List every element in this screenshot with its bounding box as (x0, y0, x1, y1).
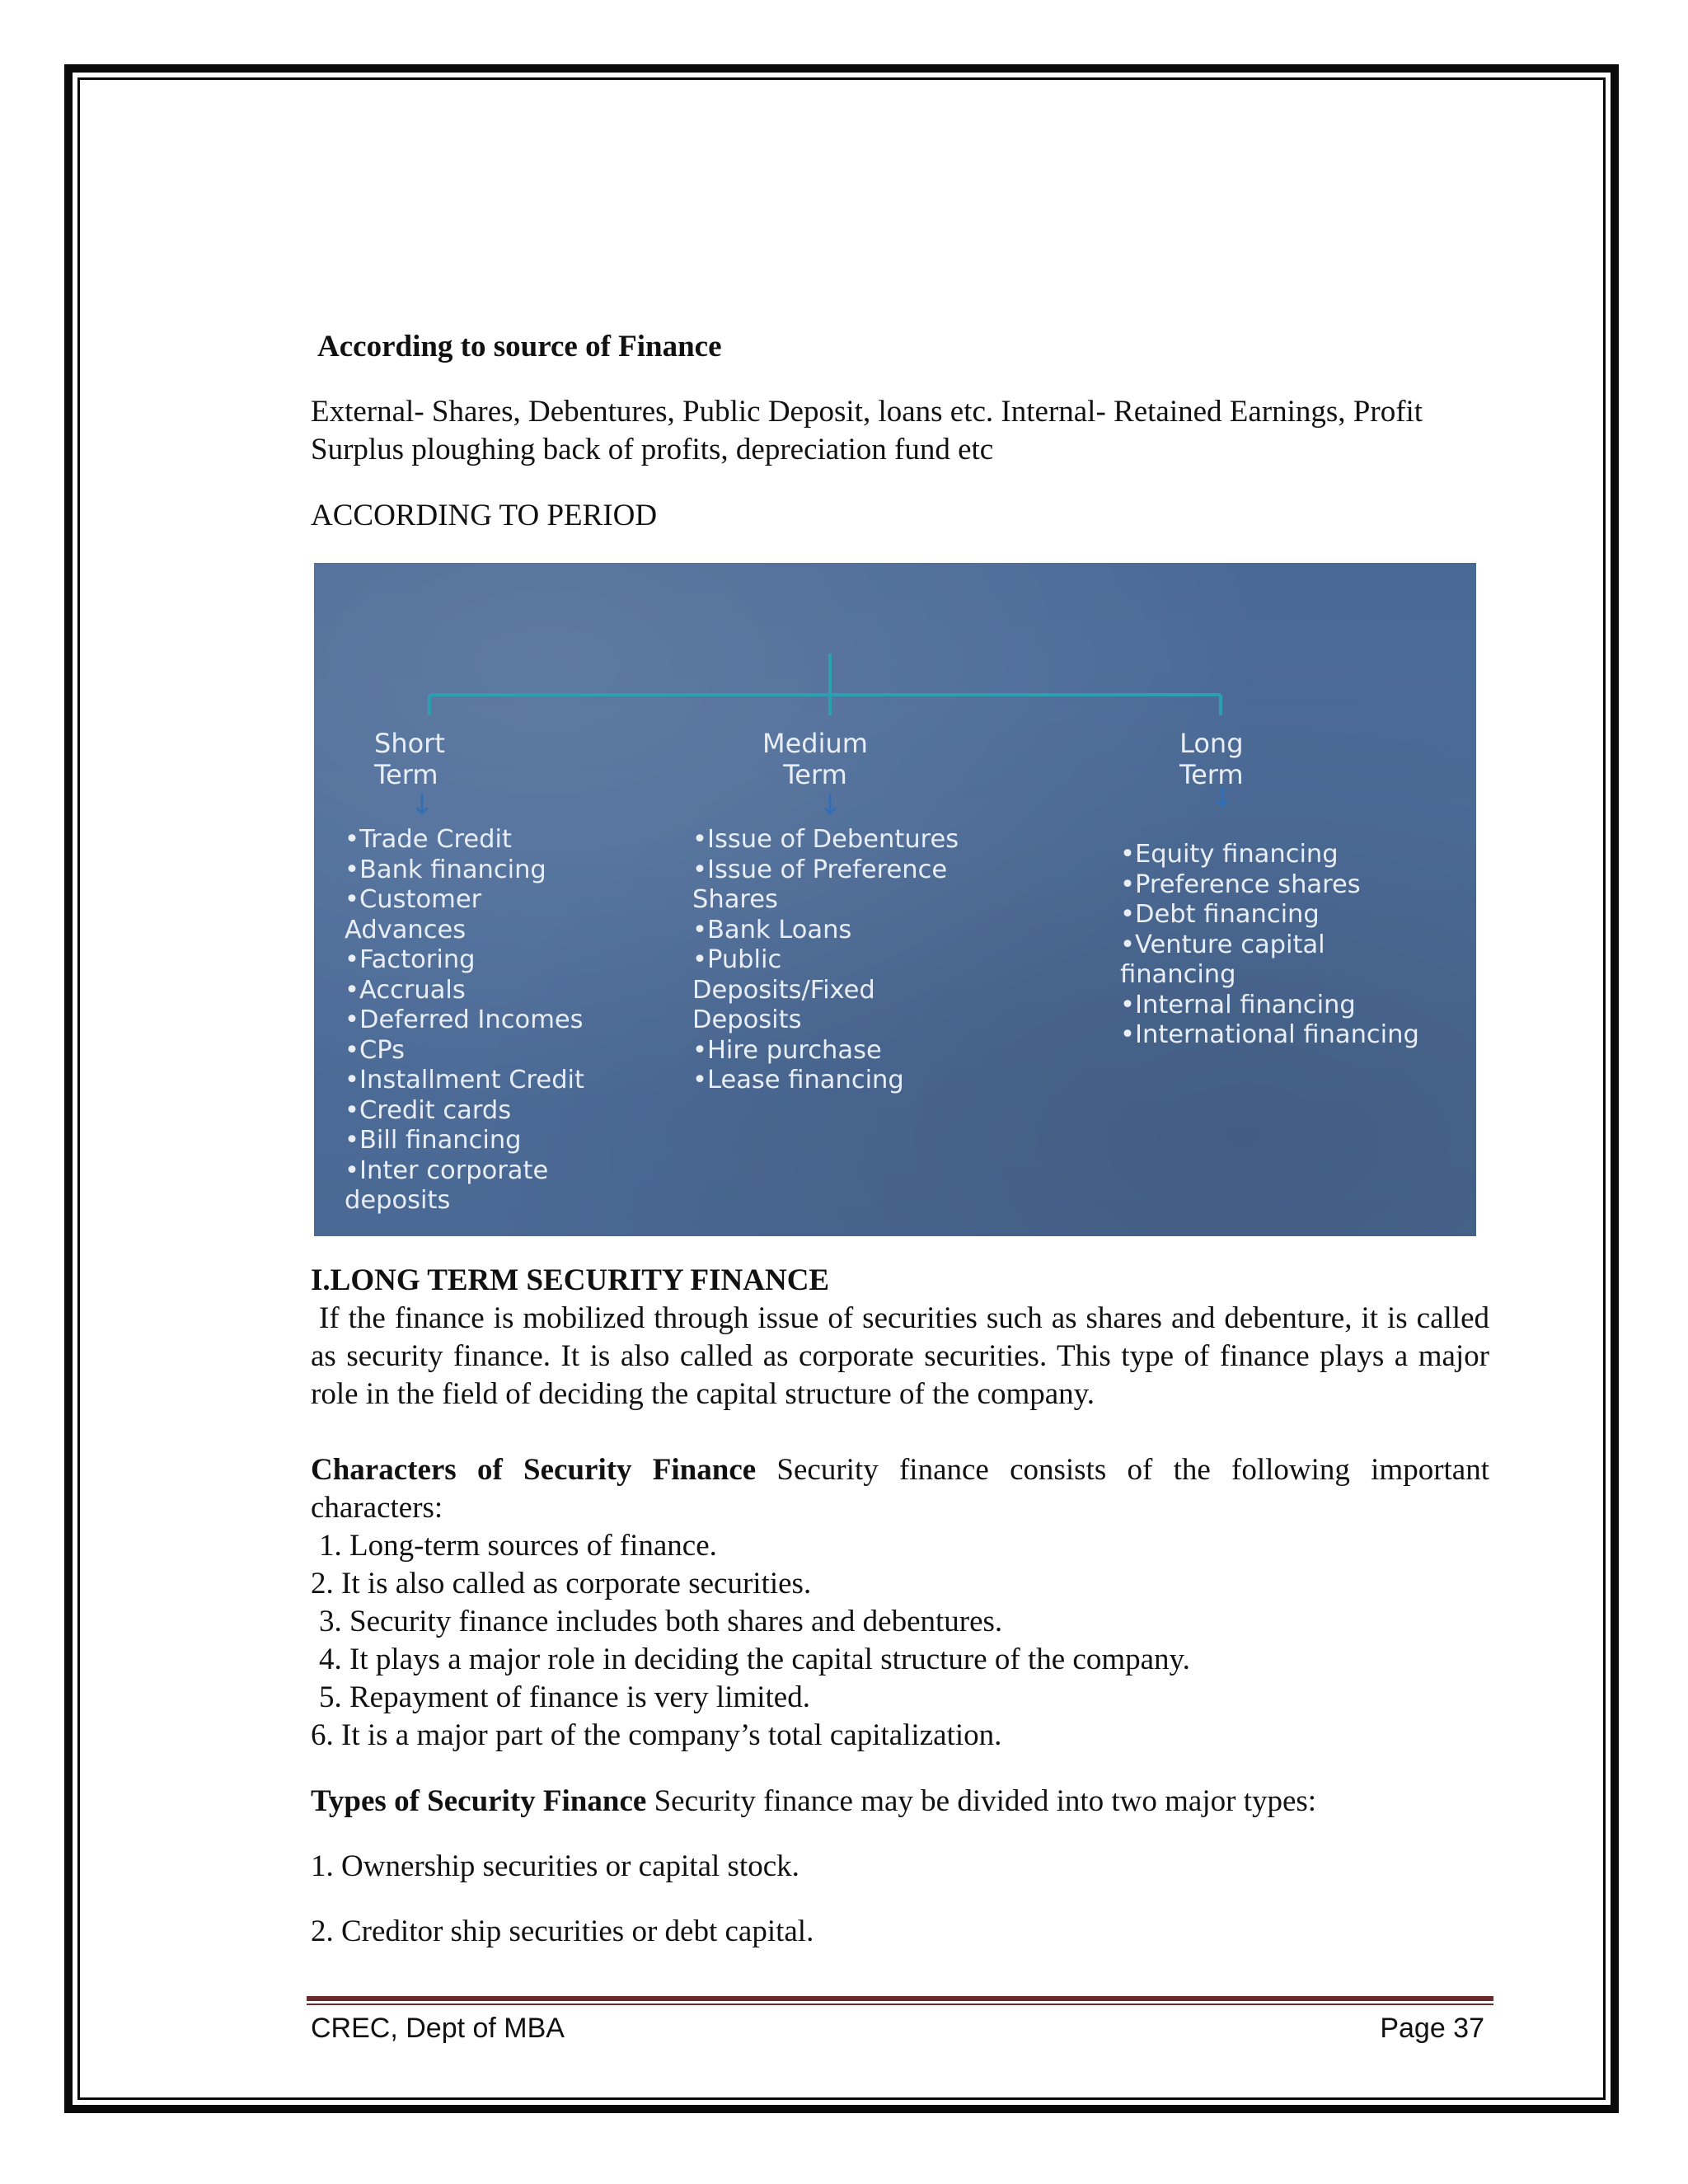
medium-term-heading (762, 728, 868, 790)
list-item: 1. Ownership securities or capital stock. (311, 1849, 799, 1883)
short-term-heading (374, 728, 445, 790)
types-paragraph (311, 1783, 1316, 1821)
footer-left: CREC, Dept of MBA (311, 2013, 565, 2044)
long-term-head-line: Long (1179, 728, 1244, 759)
short-term-arrow-icon: ↓ (410, 789, 434, 822)
long-term-head-line: Term (1179, 759, 1244, 790)
list-item: •Internal financing (1120, 990, 1356, 1019)
long-term-security-body: If the finance is mobilized through issue of securities such as shares and debenture, it is called as security finance. It is also called as corporate securities. This type of finance plays a major role in the field of deciding the capital structure of the company. (311, 1301, 1489, 1411)
characters-paragraph (311, 1451, 1489, 1527)
list-item: •Bank Loans (692, 915, 852, 944)
medium-term-head-line: Term (783, 759, 847, 790)
list-item: •Customer (345, 885, 482, 914)
list-item: deposits (345, 1186, 451, 1215)
list-item: •Equity financing (1120, 840, 1339, 869)
footer-rule-thin (307, 2004, 1493, 2005)
list-item: •Lease financing (692, 1066, 904, 1094)
short-term-head-line: Term (374, 759, 438, 790)
list-item: 5. Repayment of finance is very limited. (319, 1680, 810, 1714)
list-item: •International financing (1120, 1020, 1419, 1049)
list-item: •Issue of Preference (692, 855, 948, 884)
list-item: •Factoring (345, 945, 476, 974)
short-term-head-line: Short (374, 728, 445, 759)
list-item: •CPs (345, 1035, 406, 1065)
characters-list (311, 1527, 1489, 1755)
list-item: Shares (692, 885, 778, 914)
list-item: •Issue of Debentures (692, 825, 959, 854)
list-item: •Public (692, 945, 782, 974)
characters-intro: Security finance consists of the following important characters: (311, 1453, 1490, 1525)
medium-term-head-line: Medium (762, 728, 868, 759)
medium-term-arrow-icon: ↓ (818, 789, 842, 822)
short-term-list (345, 825, 584, 1216)
list-item: 6. It is a major part of the company’s total capitalization. (311, 1718, 1002, 1752)
medium-term-list (692, 825, 959, 1096)
list-item: •Credit cards (345, 1095, 512, 1125)
types-heading: Types of Security Finance (311, 1784, 647, 1818)
characters-heading: Characters of Security Finance (311, 1453, 757, 1487)
list-item: •Venture capital (1120, 930, 1325, 959)
list-item: •Accruals (345, 975, 466, 1005)
source-heading: According to source of Finance (317, 330, 722, 363)
list-item: •Preference shares (1120, 869, 1361, 899)
period-heading: ACCORDING TO PERIOD (311, 499, 658, 532)
list-item: •Debt financing (1120, 900, 1320, 929)
long-term-security-heading: I.LONG TERM SECURITY FINANCE (311, 1263, 830, 1297)
list-item: Advances (345, 915, 467, 944)
list-item: 1. Long-term sources of finance. (319, 1529, 717, 1563)
list-item: 4. It plays a major role in deciding the capital structure of the company. (319, 1643, 1190, 1676)
list-item: 2. Creditor ship securities or debt capital. (311, 1915, 814, 1948)
period-diagram (314, 563, 1476, 1236)
list-item: •Installment Credit (345, 1066, 584, 1094)
list-item: •Trade Credit (345, 825, 512, 854)
list-item: •Bill financing (345, 1126, 522, 1155)
source-body: External- Shares, Debentures, Public Deposit, loans etc. Internal- Retained Earnings, Profit Surplus ploughing back of profits, depreciation fund etc (311, 395, 1423, 466)
long-term-list (1120, 840, 1419, 1051)
list-item: •Inter corporate (345, 1155, 549, 1185)
list-item: •Hire purchase (692, 1035, 882, 1065)
types-intro: Security finance may be divided into two major types: (654, 1784, 1317, 1818)
list-item: •Deferred Incomes (345, 1005, 584, 1034)
long-term-arrow-icon: ↓ (1211, 781, 1235, 814)
list-item: 3. Security finance includes both shares and debentures. (319, 1605, 1003, 1638)
list-item: •Bank financing (345, 855, 546, 884)
list-item: 2. It is also called as corporate securities. (311, 1567, 812, 1601)
list-item: financing (1120, 960, 1236, 989)
list-item: Deposits (692, 1005, 802, 1034)
list-item: Deposits/Fixed (692, 975, 875, 1005)
footer-rule (307, 1996, 1493, 2001)
footer-page-number: Page 37 (1380, 2013, 1484, 2044)
